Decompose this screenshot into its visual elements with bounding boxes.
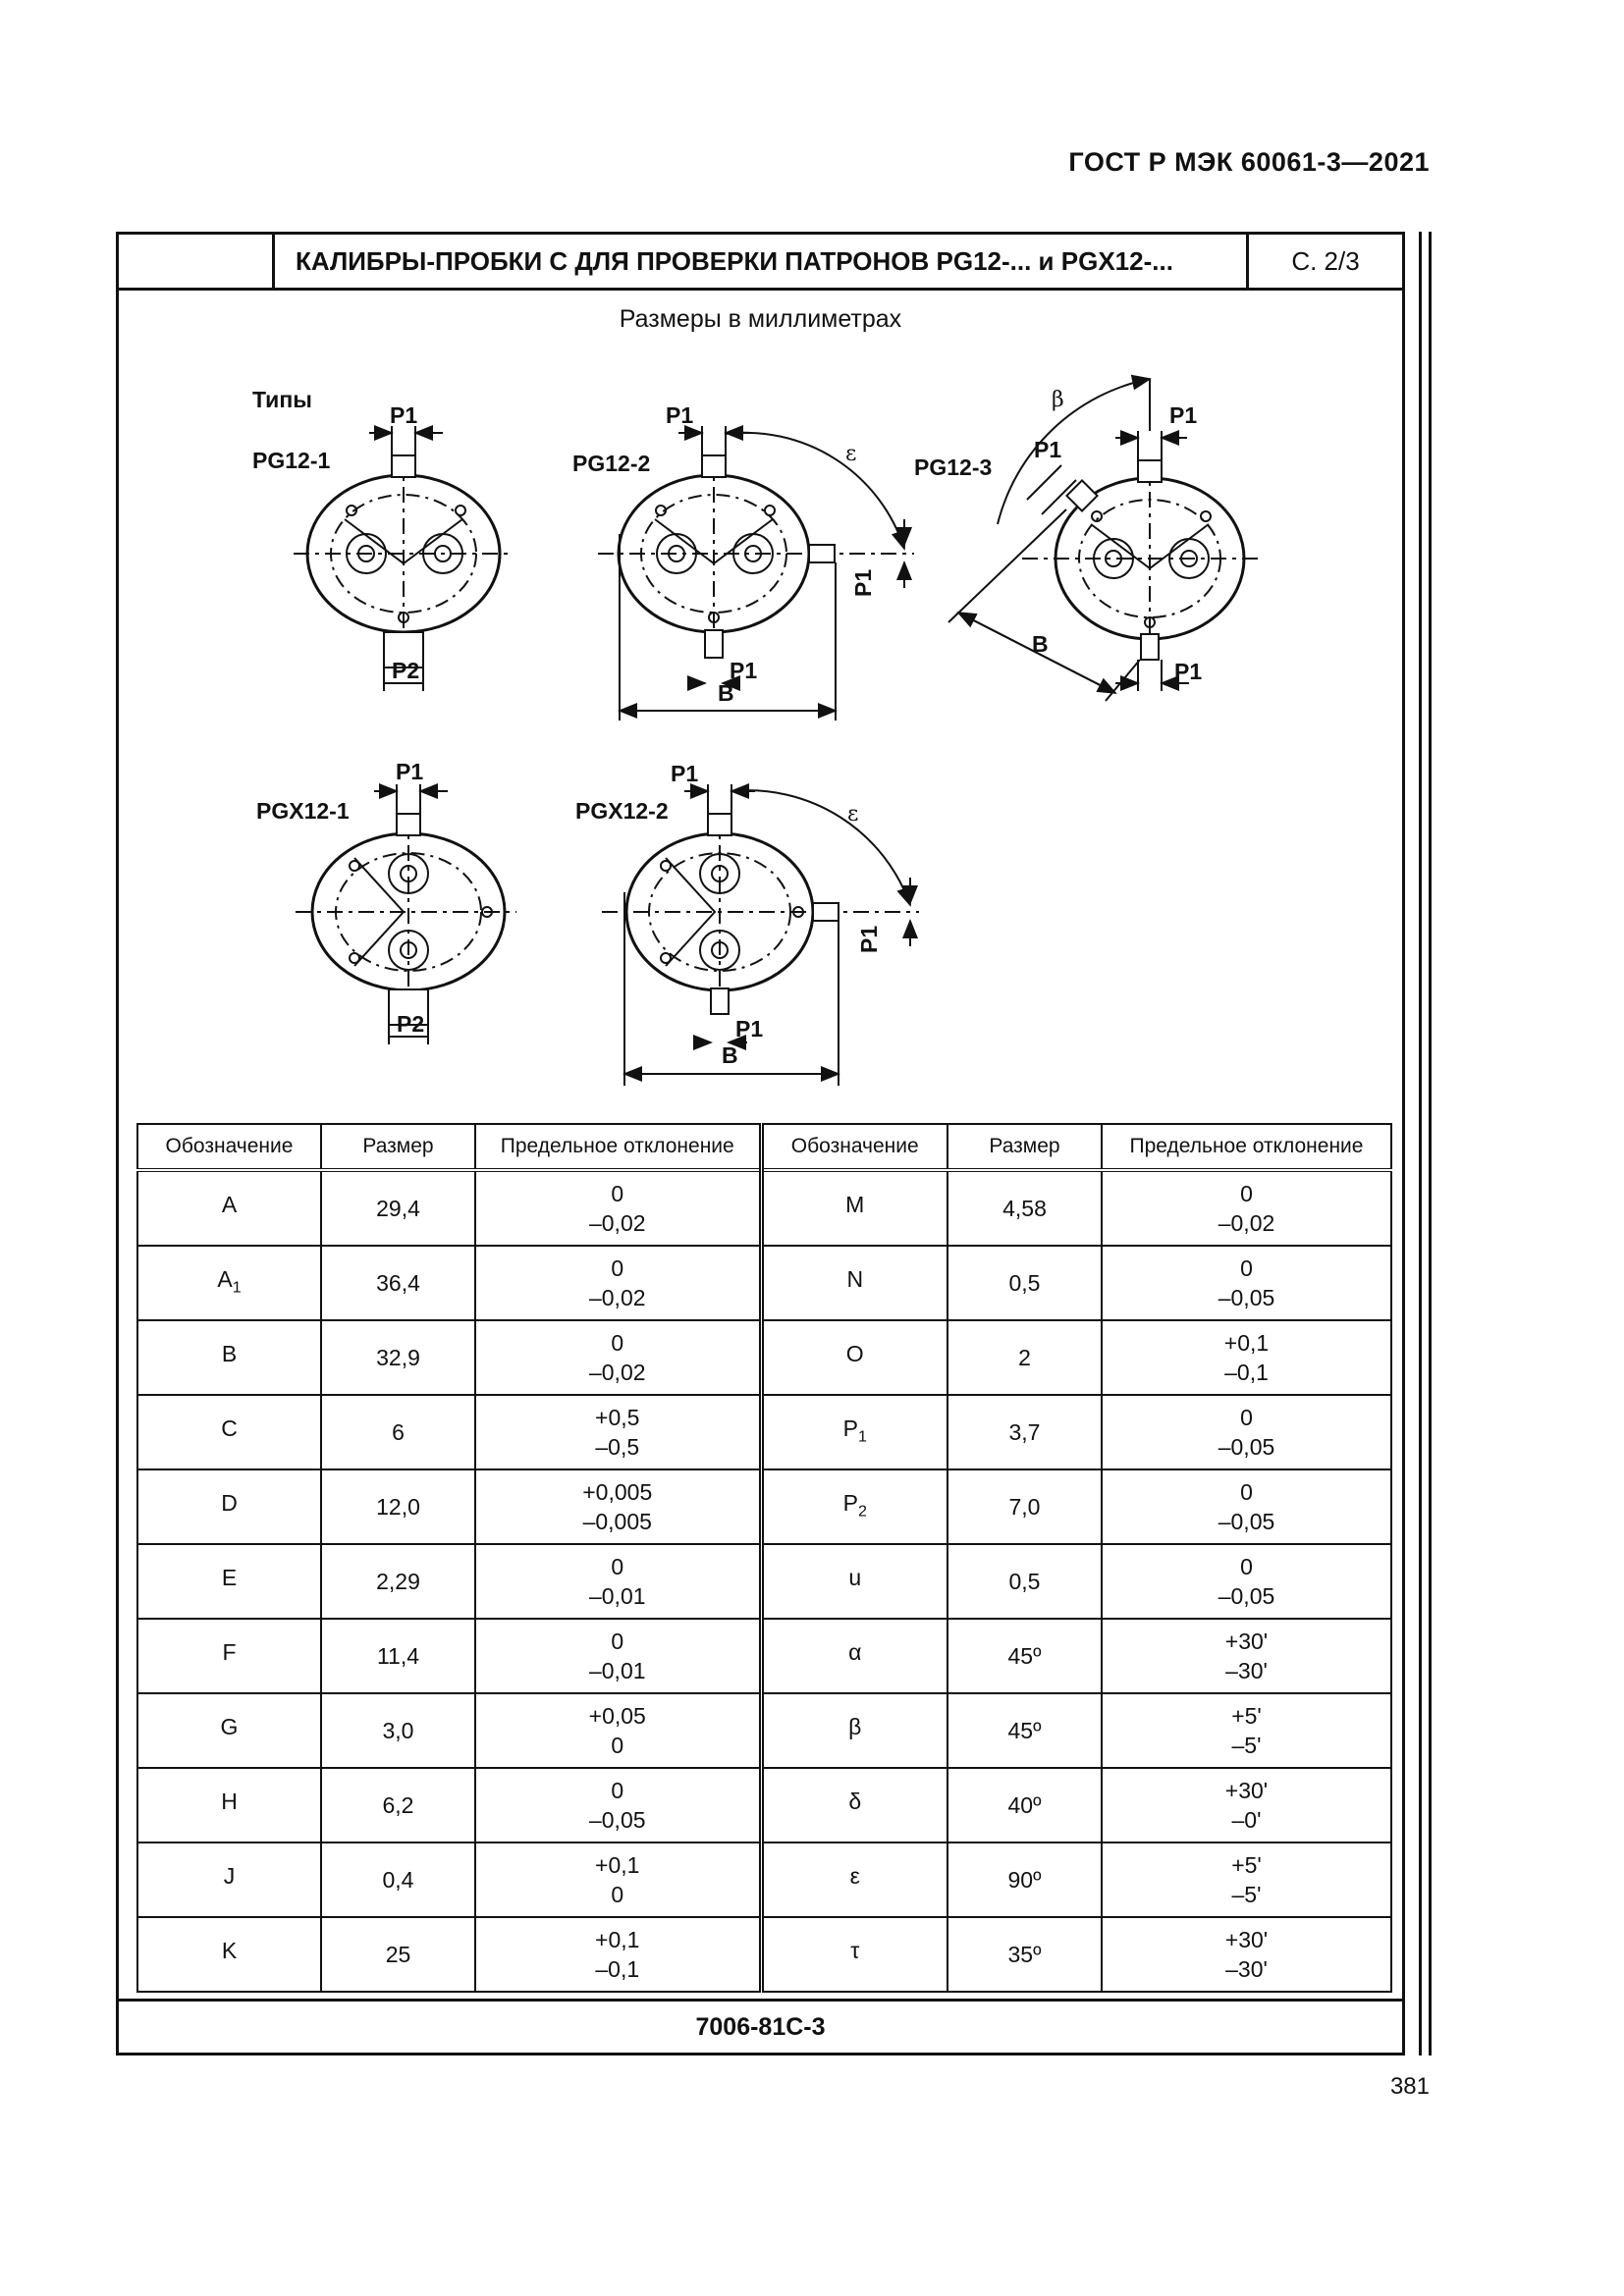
designation-cell: E [137, 1544, 321, 1619]
column-header-tolerance: Предельное отклонение [1102, 1124, 1391, 1170]
title-block [119, 235, 1402, 291]
tolerance-cell: 0 –0,05 [1102, 1469, 1391, 1544]
title-block-empty-cell [119, 235, 275, 288]
tolerance-cell: 0 –0,01 [475, 1619, 761, 1693]
tolerance-cell: 0 –0,01 [475, 1544, 761, 1619]
type-label-pg12-1: PG12-1 [252, 448, 331, 473]
tolerance-cell: 0 –0,02 [475, 1246, 761, 1320]
table-row [137, 1170, 1391, 1246]
size-cell: 7,0 [947, 1469, 1102, 1544]
tolerance-cell: 0 –0,02 [475, 1170, 761, 1246]
dim-label-b: B [722, 1042, 738, 1068]
size-cell: 0,4 [321, 1842, 475, 1917]
dim-label-p1: P1 [671, 761, 699, 786]
table-row [137, 1469, 1391, 1544]
size-cell: 12,0 [321, 1469, 475, 1544]
dim-label-b: B [1032, 631, 1049, 657]
tolerance-cell: +0,005 –0,005 [475, 1469, 761, 1544]
tolerance-cell: +0,1 –0,1 [1102, 1320, 1391, 1395]
designation-cell: $P_1$ [761, 1395, 947, 1469]
table-row [137, 1246, 1391, 1320]
page-number: 381 [1389, 2073, 1430, 2100]
size-cell: 0,5 [947, 1544, 1102, 1619]
column-header-size: Размер [947, 1124, 1102, 1170]
size-cell: 45º [947, 1619, 1102, 1693]
tolerance-cell: +0,1 –0,1 [475, 1917, 761, 1992]
designation-cell: F [137, 1619, 321, 1693]
designation-cell: β [761, 1693, 947, 1768]
pg12-3-figure [948, 379, 1263, 701]
tolerance-cell: +0,5 –0,5 [475, 1395, 761, 1469]
size-cell: 6 [321, 1395, 475, 1469]
tolerance-cell: +0,1 0 [475, 1842, 761, 1917]
size-cell: 35º [947, 1917, 1102, 1992]
dim-label-epsilon: ε [845, 442, 857, 466]
dim-label-p1: P1 [1034, 437, 1062, 462]
tolerance-cell: +0,05 0 [475, 1693, 761, 1768]
dim-label-epsilon: ε [847, 802, 859, 827]
type-label-pgx12-2: PGX12-2 [575, 798, 669, 824]
table-row [137, 1693, 1391, 1768]
dim-label-p1: P1 [1169, 402, 1198, 428]
designation-cell: δ [761, 1768, 947, 1842]
dim-label-p2: P2 [392, 658, 420, 683]
designation-cell: B [137, 1320, 321, 1395]
side-rule [1419, 232, 1422, 2056]
size-cell: 3,0 [321, 1693, 475, 1768]
designation-cell: J [137, 1842, 321, 1917]
size-cell: 36,4 [321, 1246, 475, 1320]
column-header-size: Размер [321, 1124, 475, 1170]
units-note: Размеры в миллиметрах [619, 305, 902, 333]
designation-cell: C [137, 1395, 321, 1469]
size-cell: 29,4 [321, 1170, 475, 1246]
size-cell: 25 [321, 1917, 475, 1992]
designation-cell: K [137, 1917, 321, 1992]
dim-label-p1: P1 [850, 568, 876, 597]
designation-cell: N [761, 1246, 947, 1320]
designation-cell: $P_2$ [761, 1469, 947, 1544]
tolerance-cell: 0 –0,02 [475, 1320, 761, 1395]
drawing-frame [116, 232, 1405, 2056]
table-row [137, 1395, 1391, 1469]
size-cell: 6,2 [321, 1768, 475, 1842]
dim-label-p2: P2 [397, 1011, 425, 1037]
designation-cell: α [761, 1619, 947, 1693]
designation-cell: u [761, 1544, 947, 1619]
dim-label-p1: P1 [390, 402, 418, 428]
table-row [137, 1917, 1391, 1992]
dim-label-p1: P1 [1174, 659, 1203, 684]
dim-label-beta: β [1052, 388, 1064, 412]
designation-cell: $A_1$ [137, 1246, 321, 1320]
tolerance-cell: +30' –0' [1102, 1768, 1391, 1842]
table-row [137, 1768, 1391, 1842]
designation-cell: D [137, 1469, 321, 1544]
tolerance-cell: +5' –5' [1102, 1842, 1391, 1917]
standard-header: ГОСТ Р МЭК 60061-3—2021 [1068, 147, 1430, 177]
tolerance-cell: +30' –30' [1102, 1917, 1391, 1992]
table-header-row [137, 1124, 1391, 1170]
size-cell: 4,58 [947, 1170, 1102, 1246]
designation-cell: τ [761, 1917, 947, 1992]
designation-cell: H [137, 1768, 321, 1842]
size-cell: 2,29 [321, 1544, 475, 1619]
size-cell: 2 [947, 1320, 1102, 1395]
table-row [137, 1619, 1391, 1693]
sheet-code: 7006-81C-3 [119, 1999, 1402, 2053]
size-cell: 45º [947, 1693, 1102, 1768]
size-cell: 40º [947, 1768, 1102, 1842]
dimensions-table [136, 1123, 1392, 1993]
tolerance-cell: 0 –0,05 [1102, 1246, 1391, 1320]
size-cell: 0,5 [947, 1246, 1102, 1320]
designation-cell: O [761, 1320, 947, 1395]
tolerance-cell: +5' –5' [1102, 1693, 1391, 1768]
tolerance-cell: 0 –0,05 [1102, 1544, 1391, 1619]
type-label-pg12-3: PG12-3 [914, 454, 993, 480]
dim-label-b: B [718, 680, 734, 706]
tolerance-cell: +30' –30' [1102, 1619, 1391, 1693]
dim-label-p1: P1 [856, 925, 882, 953]
dim-label-p1: P1 [735, 1016, 764, 1041]
dim-label-p1: P1 [396, 759, 424, 784]
dim-label-p1: P1 [730, 658, 758, 683]
types-label: Типы [252, 387, 312, 412]
size-cell: 3,7 [947, 1395, 1102, 1469]
designation-cell: ε [761, 1842, 947, 1917]
sheet-title: КАЛИБРЫ-ПРОБКИ С ДЛЯ ПРОВЕРКИ ПАТРОНОВ PG12-... и PGX12-... [296, 246, 1173, 276]
designation-cell: G [137, 1693, 321, 1768]
size-cell: 32,9 [321, 1320, 475, 1395]
size-cell: 90º [947, 1842, 1102, 1917]
tolerance-cell: 0 –0,02 [1102, 1170, 1391, 1246]
table-row [137, 1544, 1391, 1619]
column-header-designation: Обозначение [137, 1124, 321, 1170]
designation-cell: A [137, 1170, 321, 1246]
type-label-pgx12-1: PGX12-1 [256, 798, 350, 824]
dim-label-p1: P1 [666, 402, 694, 428]
type-label-pg12-2: PG12-2 [572, 451, 651, 476]
table-row [137, 1842, 1391, 1917]
sheet-page: С. 2/3 [1246, 235, 1402, 288]
side-rule [1429, 232, 1432, 2056]
column-header-designation: Обозначение [761, 1124, 947, 1170]
column-header-tolerance: Предельное отклонение [475, 1124, 761, 1170]
tolerance-cell: 0 –0,05 [1102, 1395, 1391, 1469]
table-row [137, 1320, 1391, 1395]
size-cell: 11,4 [321, 1619, 475, 1693]
tolerance-cell: 0 –0,05 [475, 1768, 761, 1842]
designation-cell: M [761, 1170, 947, 1246]
